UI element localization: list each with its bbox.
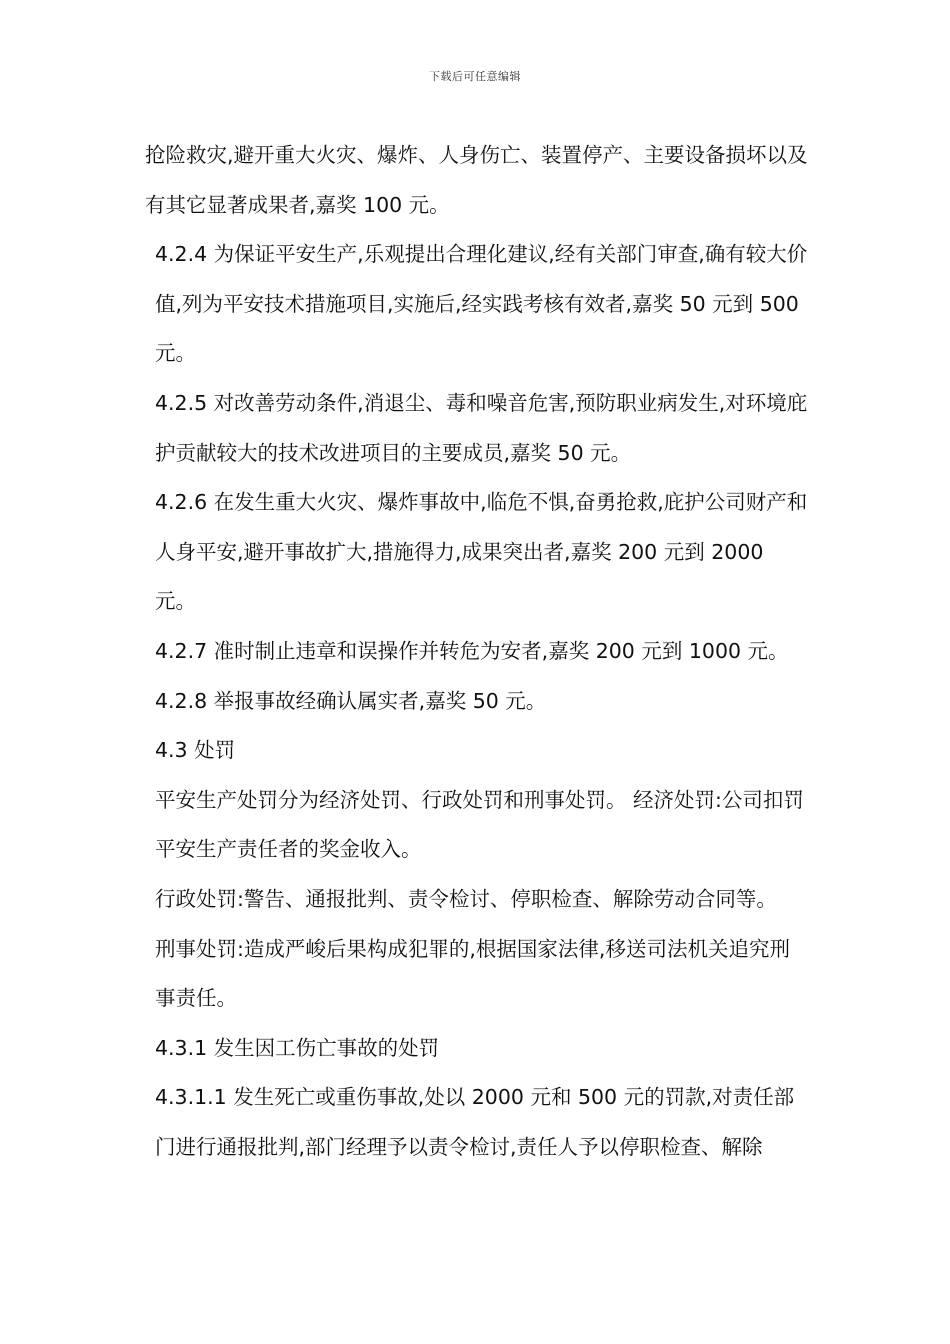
paragraph-4-2-4: 4.2.4 为保证平安生产,乐观提出合理化建议,经有关部门审查,确有较大价值,列为平安技术措施项目,实施后,经实践考核有效者,嘉奖 50 元到 500 元。 [155, 242, 808, 366]
paragraph-4-2-6: 4.2.6 在发生重大火灾、爆炸事故中,临危不惧,奋勇抢救,庇护公司财产和人身平安,避开事故扩大,措施得力,成果突出者,嘉奖 200 元到 2000 元。 [155, 490, 808, 614]
paragraph-4-2-5: 4.2.5 对改善劳动条件,消退尘、毒和噪音危害,预防职业病发生,对环境庇护贡献较大的技术改进项目的主要成员,嘉奖 50 元。 [155, 390, 808, 465]
section-heading-4-3-1: 4.3.1 发生因工伤亡事故的处罚 [155, 1035, 440, 1060]
paragraph-administrative-penalty: 行政处罚:警告、通报批判、责令检讨、停职检查、解除劳动合同等。 [155, 886, 777, 911]
paragraph-criminal-penalty: 刑事处罚:造成严峻后果构成犯罪的,根据国家法律,移送司法机关追究刑事责任。 [155, 936, 790, 1011]
document-body [145, 131, 810, 1172]
paragraph: 抢险救灾,避开重大火灾、爆炸、人身伤亡、装置停产、主要设备损坏以及有其它显著成果者,嘉奖 100 元。 [145, 143, 808, 217]
page-header: 下载后可任意编辑 [429, 70, 521, 83]
paragraph-4-2-8: 4.2.8 举报事故经确认属实者,嘉奖 50 元。 [155, 688, 547, 713]
paragraph-penalty-types: 平安生产处罚分为经济处罚、行政处罚和刑事处罚。 经济处罚:公司扣罚平安生产责任者的奖金收入。 [155, 787, 804, 862]
paragraph-4-3-1-1: 4.3.1.1 发生死亡或重伤事故,处以 2000 元和 500 元的罚款,对责任部门进行通报批判,部门经理予以责令检讨,责任人予以停职检查、解除 [155, 1085, 795, 1159]
paragraph-4-2-7: 4.2.7 准时制止违章和误操作并转危为安者,嘉奖 200 元到 1000 元。 [155, 638, 789, 663]
section-heading-4-3: 4.3 处罚 [155, 738, 236, 763]
